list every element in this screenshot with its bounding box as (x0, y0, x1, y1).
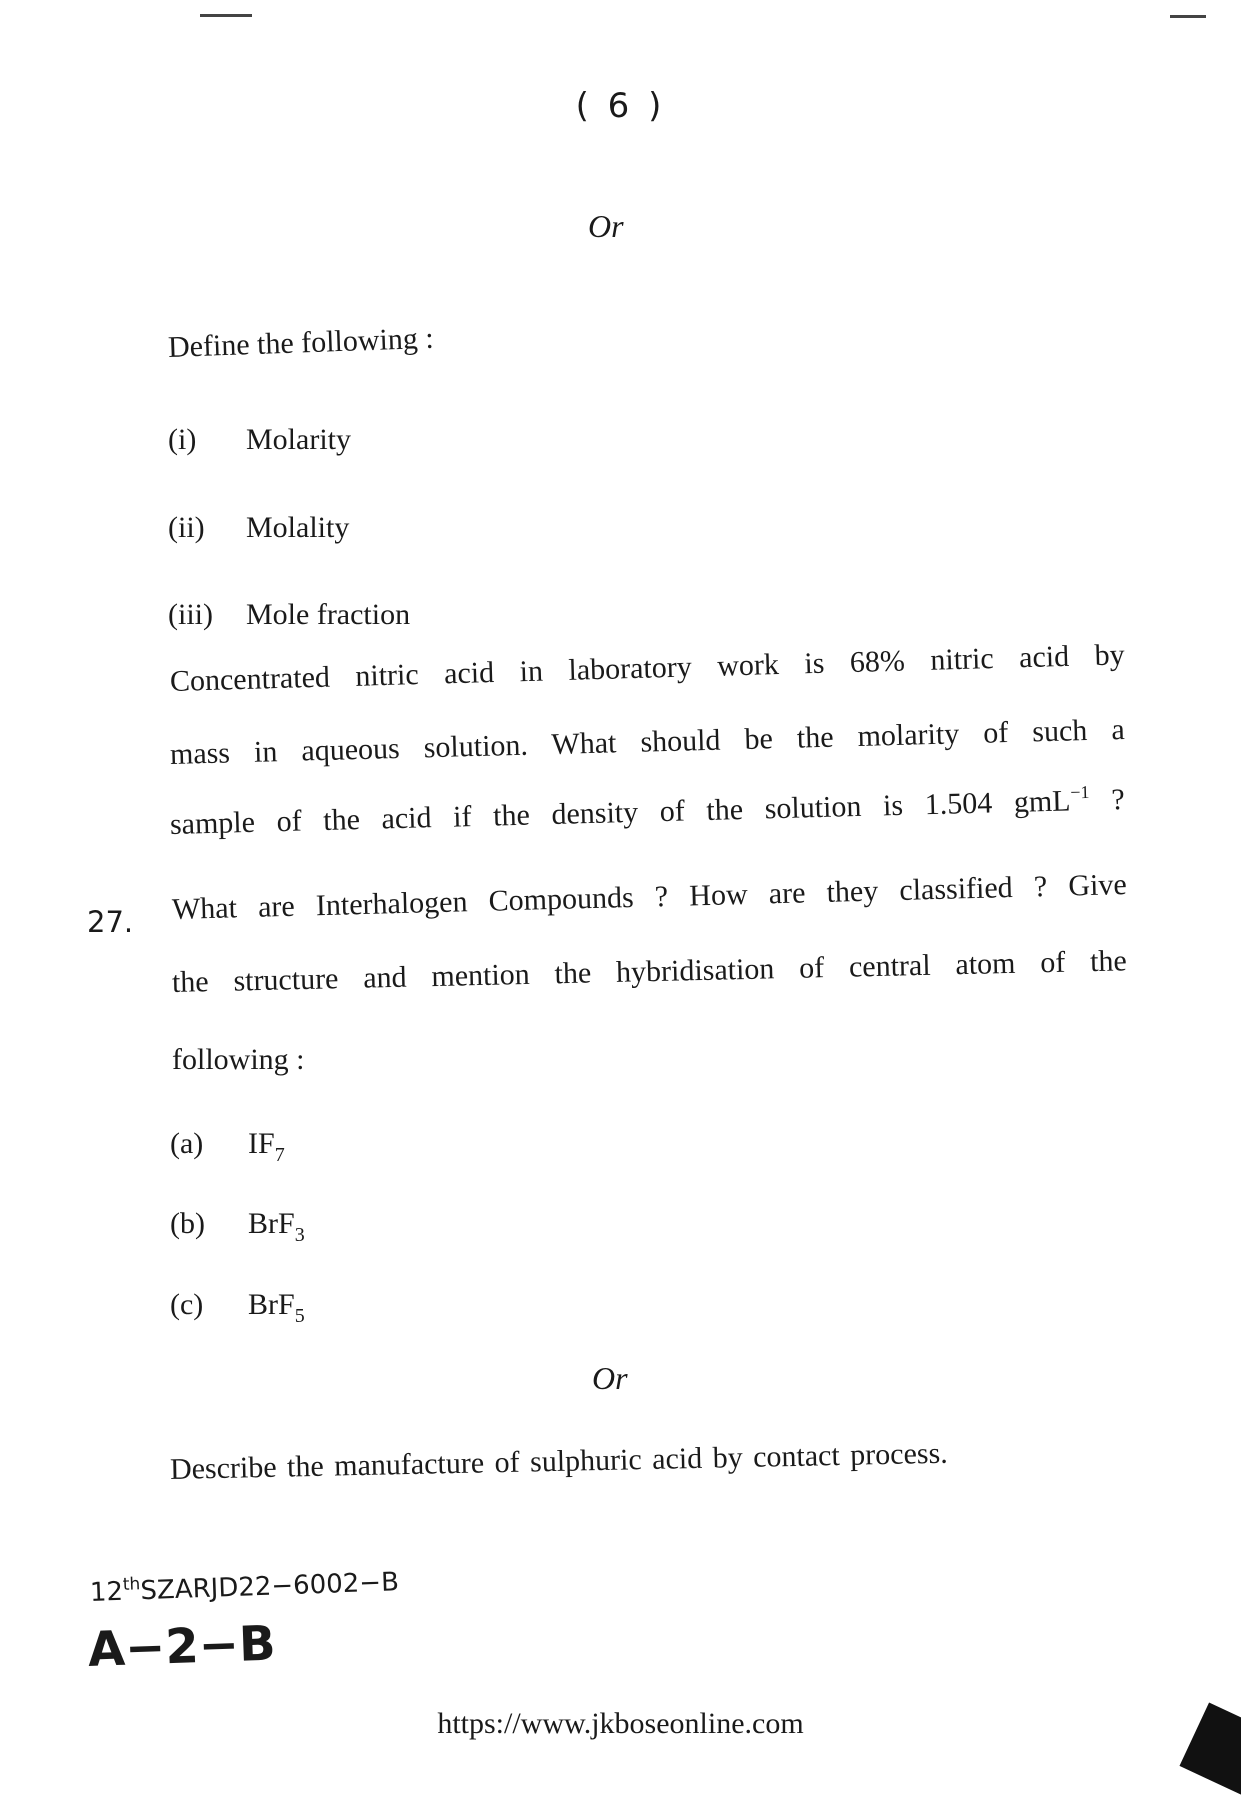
scan-mark-right (1170, 15, 1206, 18)
item-label: (ii) (168, 511, 205, 544)
subscript: 5 (294, 1305, 305, 1327)
page-number: ( 6 ) (575, 86, 666, 126)
code-suffix: SZARJD22−6002−B (139, 1567, 400, 1607)
subscript: 3 (294, 1224, 305, 1246)
item-text: Molality (246, 511, 350, 544)
q27-item-a (170, 1126, 285, 1166)
q27-line-3: following : (172, 1043, 305, 1076)
code-prefix: 12 (89, 1576, 124, 1608)
define-item-2 (168, 510, 349, 546)
or-separator-1: Or (588, 208, 624, 244)
item-text: Molarity (246, 423, 351, 456)
scan-mark-left (200, 14, 252, 17)
q27-item-c (170, 1287, 305, 1327)
q27-line-2: the structure and mention the hybridisation of central atom of the (171, 944, 1128, 999)
superscript: −1 (1070, 781, 1090, 803)
subscript: 7 (274, 1144, 285, 1166)
line-text: sample of the acid if the density of the solution is 1.504 gmL (169, 784, 1071, 841)
paper-code (89, 1567, 399, 1608)
q27-line-1: What are Interhalogen Compounds ? How are they classified ? Give (171, 868, 1128, 926)
formula: IF (248, 1127, 275, 1160)
formula: BrF (248, 1288, 295, 1321)
formula: BrF (248, 1207, 295, 1240)
nitric-problem-line-2: mass in aqueous solution. What should be the molarity of such a (169, 713, 1126, 771)
code-superscript: th (122, 1574, 141, 1595)
define-item-3 (168, 597, 410, 633)
or-separator-2: Or (592, 1360, 628, 1396)
item-label: (b) (170, 1207, 205, 1240)
line-end: ? (1089, 783, 1126, 817)
item-label: (a) (170, 1127, 204, 1160)
define-heading: Define the following : (167, 321, 435, 364)
paper-set: A−2−B (87, 1615, 277, 1678)
nitric-problem-line-3 (170, 783, 1126, 842)
question-number-27: 27. (87, 905, 134, 939)
item-text: Mole fraction (246, 598, 411, 631)
item-label: (iii) (168, 598, 213, 631)
define-item-1 (168, 422, 351, 458)
item-label: (c) (170, 1288, 204, 1321)
item-label: (i) (168, 423, 197, 456)
footer-url: https://www.jkboseonline.com (437, 1707, 804, 1740)
q27-item-b (170, 1206, 305, 1246)
nitric-problem-line-1: Concentrated nitric acid in laboratory work is 68% nitric acid by (169, 638, 1126, 698)
alternative-question: Describe the manufacture of sulphuric acid by contact process. (169, 1436, 949, 1486)
